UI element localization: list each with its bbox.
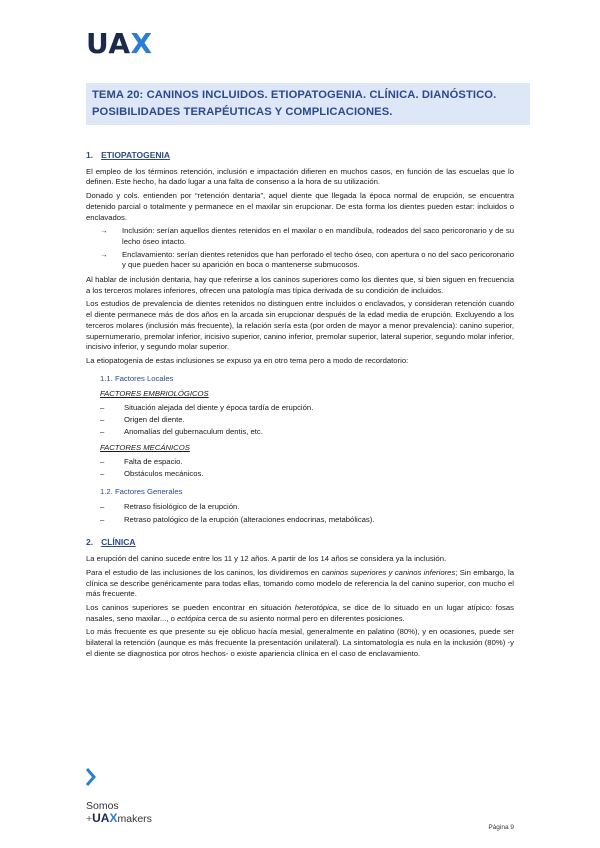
definition-list <box>86 226 514 271</box>
list-item: – Situación alejada del diente y época tardía de erupción. <box>100 403 314 413</box>
uax-logo: UAX <box>86 27 153 60</box>
section-heading-etiopatogenia: 1. ETIOPATOGENIA <box>86 150 171 160</box>
list-item: – Retraso fisiológico de la erupción. <box>100 502 240 512</box>
paragraph: Los caninos superiores se pueden encontrar en situación heterotópica, se dice de lo situado en un lugar atípico: fosas nasales, seno maxilar..., o ectópica cerca de su asiento normal pero en diferentes posiciones. <box>86 602 514 623</box>
paragraph: Para el estudio de las inclusiones de los caninos, los dividiremos en caninos superiores y caninos inferiores; Sin embargo, la clínica se describe genéricamente para todas ellas, tomando como modelo de referencia la del canino superior, con mucho el más frecuente. <box>86 567 514 599</box>
list-item: – Falta de espacio. <box>100 456 183 466</box>
list-item: → Inclusión: serían aquellos dientes retenidos en el maxilar o en mandíbula, rodeados del saco pericoronario y de su lecho óseo intacto. <box>100 226 514 246</box>
group-title-embriologicos: FACTORES EMBRIOLÓGICOS <box>100 389 209 399</box>
mecanicos-list <box>86 457 514 480</box>
paragraph: La etiopatogenia de estas inclusiones se expuso ya en otro tema pero a modo de recordatorio: <box>86 355 409 365</box>
paragraph: Lo más frecuente es que presente su eje oblicuo hacía mesial, generalmente en palatino (80%), y en ocasiones, puede ser bilateral la retención (aunque es más frecuente la presentación unilateral). La sintomatología es nula en la inclusión (80%) -y el diente se diagnostica por otros hechos- o existe apariencia clínica en el caso de enclavamiento. <box>86 627 514 658</box>
embriologicos-list <box>86 403 514 438</box>
list-item: – Retraso patológico de la erupción (alteraciones endocrinas, metabólicas). <box>100 514 375 524</box>
footer-brand: Somos +UAXmakers <box>86 800 152 825</box>
list-item: → Enclavamiento: serían dientes retenidos que han perforado el techo óseo, con apertura o no del saco pericoronario y que pueden hacer su aparición en boca o mantenerse submucosos. <box>100 249 514 270</box>
group-title-mecanicos: FACTORES MECÁNICOS <box>100 443 190 453</box>
subsection-heading-factores-locales: 1.1. Factores Locales <box>100 373 174 383</box>
paragraph: Al hablar de inclusión dentaria, hay que referirse a los caninos superiores como los dientes que, si bien siguen en frecuencia a los terceros molares inferiores, ofrecen una patología mas típica derivada de su condición de incluidos. <box>86 275 514 295</box>
page-number: Página 9 <box>488 824 514 831</box>
paragraph: La erupción del canino sucede entre los 11 y 12 años. A partir de los 14 años se considera ya la inclusión. <box>86 554 447 564</box>
subsection-heading-factores-generales: 1.2. Factores Generales <box>100 486 183 496</box>
paragraph: Donado y cols. entienden por “retención dentaria”, aquel diente que llegada la época normal de erupción, se encuentra detenido parcial o totalmente y permanece en el maxilar sin erupcionar. De esta forma los dientes pueden estar: incluidos o enclavados. <box>86 191 514 222</box>
list-item: – Obstáculos mecánicos. <box>100 469 204 479</box>
list-item: – Anomalías del gubernaculum dentis, etc. <box>100 427 263 437</box>
paragraph: Los estudios de prevalencia de dientes retenidos no distinguen entre incluidos o enclavados, y consideran retención cuando el diente permanece más de dos años en la arcada sin erupcionar después de la edad media de erupción. Excluyendo a los terceros molares (inclusión más frecuente), la relación sería esta (por orden de mayor a menor prevalencia): canino superior, supernumerario, premolar inferior, incisivo superior, canino inferior, premolar superior, lateral superior, segundo molar inferior, incisivo inferior, y segundo molar superior. <box>86 299 514 352</box>
generales-list <box>86 502 514 525</box>
document-body <box>86 150 514 662</box>
list-item: – Origen del diente. <box>100 415 185 425</box>
chevron-right-icon <box>86 768 96 786</box>
section-heading-clinica: 2. CLÍNICA <box>86 537 136 548</box>
page-title: TEMA 20: CANINOS INCLUIDOS. ETIOPATOGENIA. CLÍNICA. DIANÓSTICO. POSIBILIDADES TERAPÉUTICAS Y COMPLICACIONES. <box>86 83 530 125</box>
arrow-icon: → <box>100 249 108 259</box>
arrow-icon: → <box>100 226 108 236</box>
paragraph: El empleo de los términos retención, inclusión e impactación difieren en muchos casos, en función de las escuelas que lo definen. Este hecho, ha dado lugar a una falta de consenso a la hora de su utilización. <box>86 166 514 187</box>
